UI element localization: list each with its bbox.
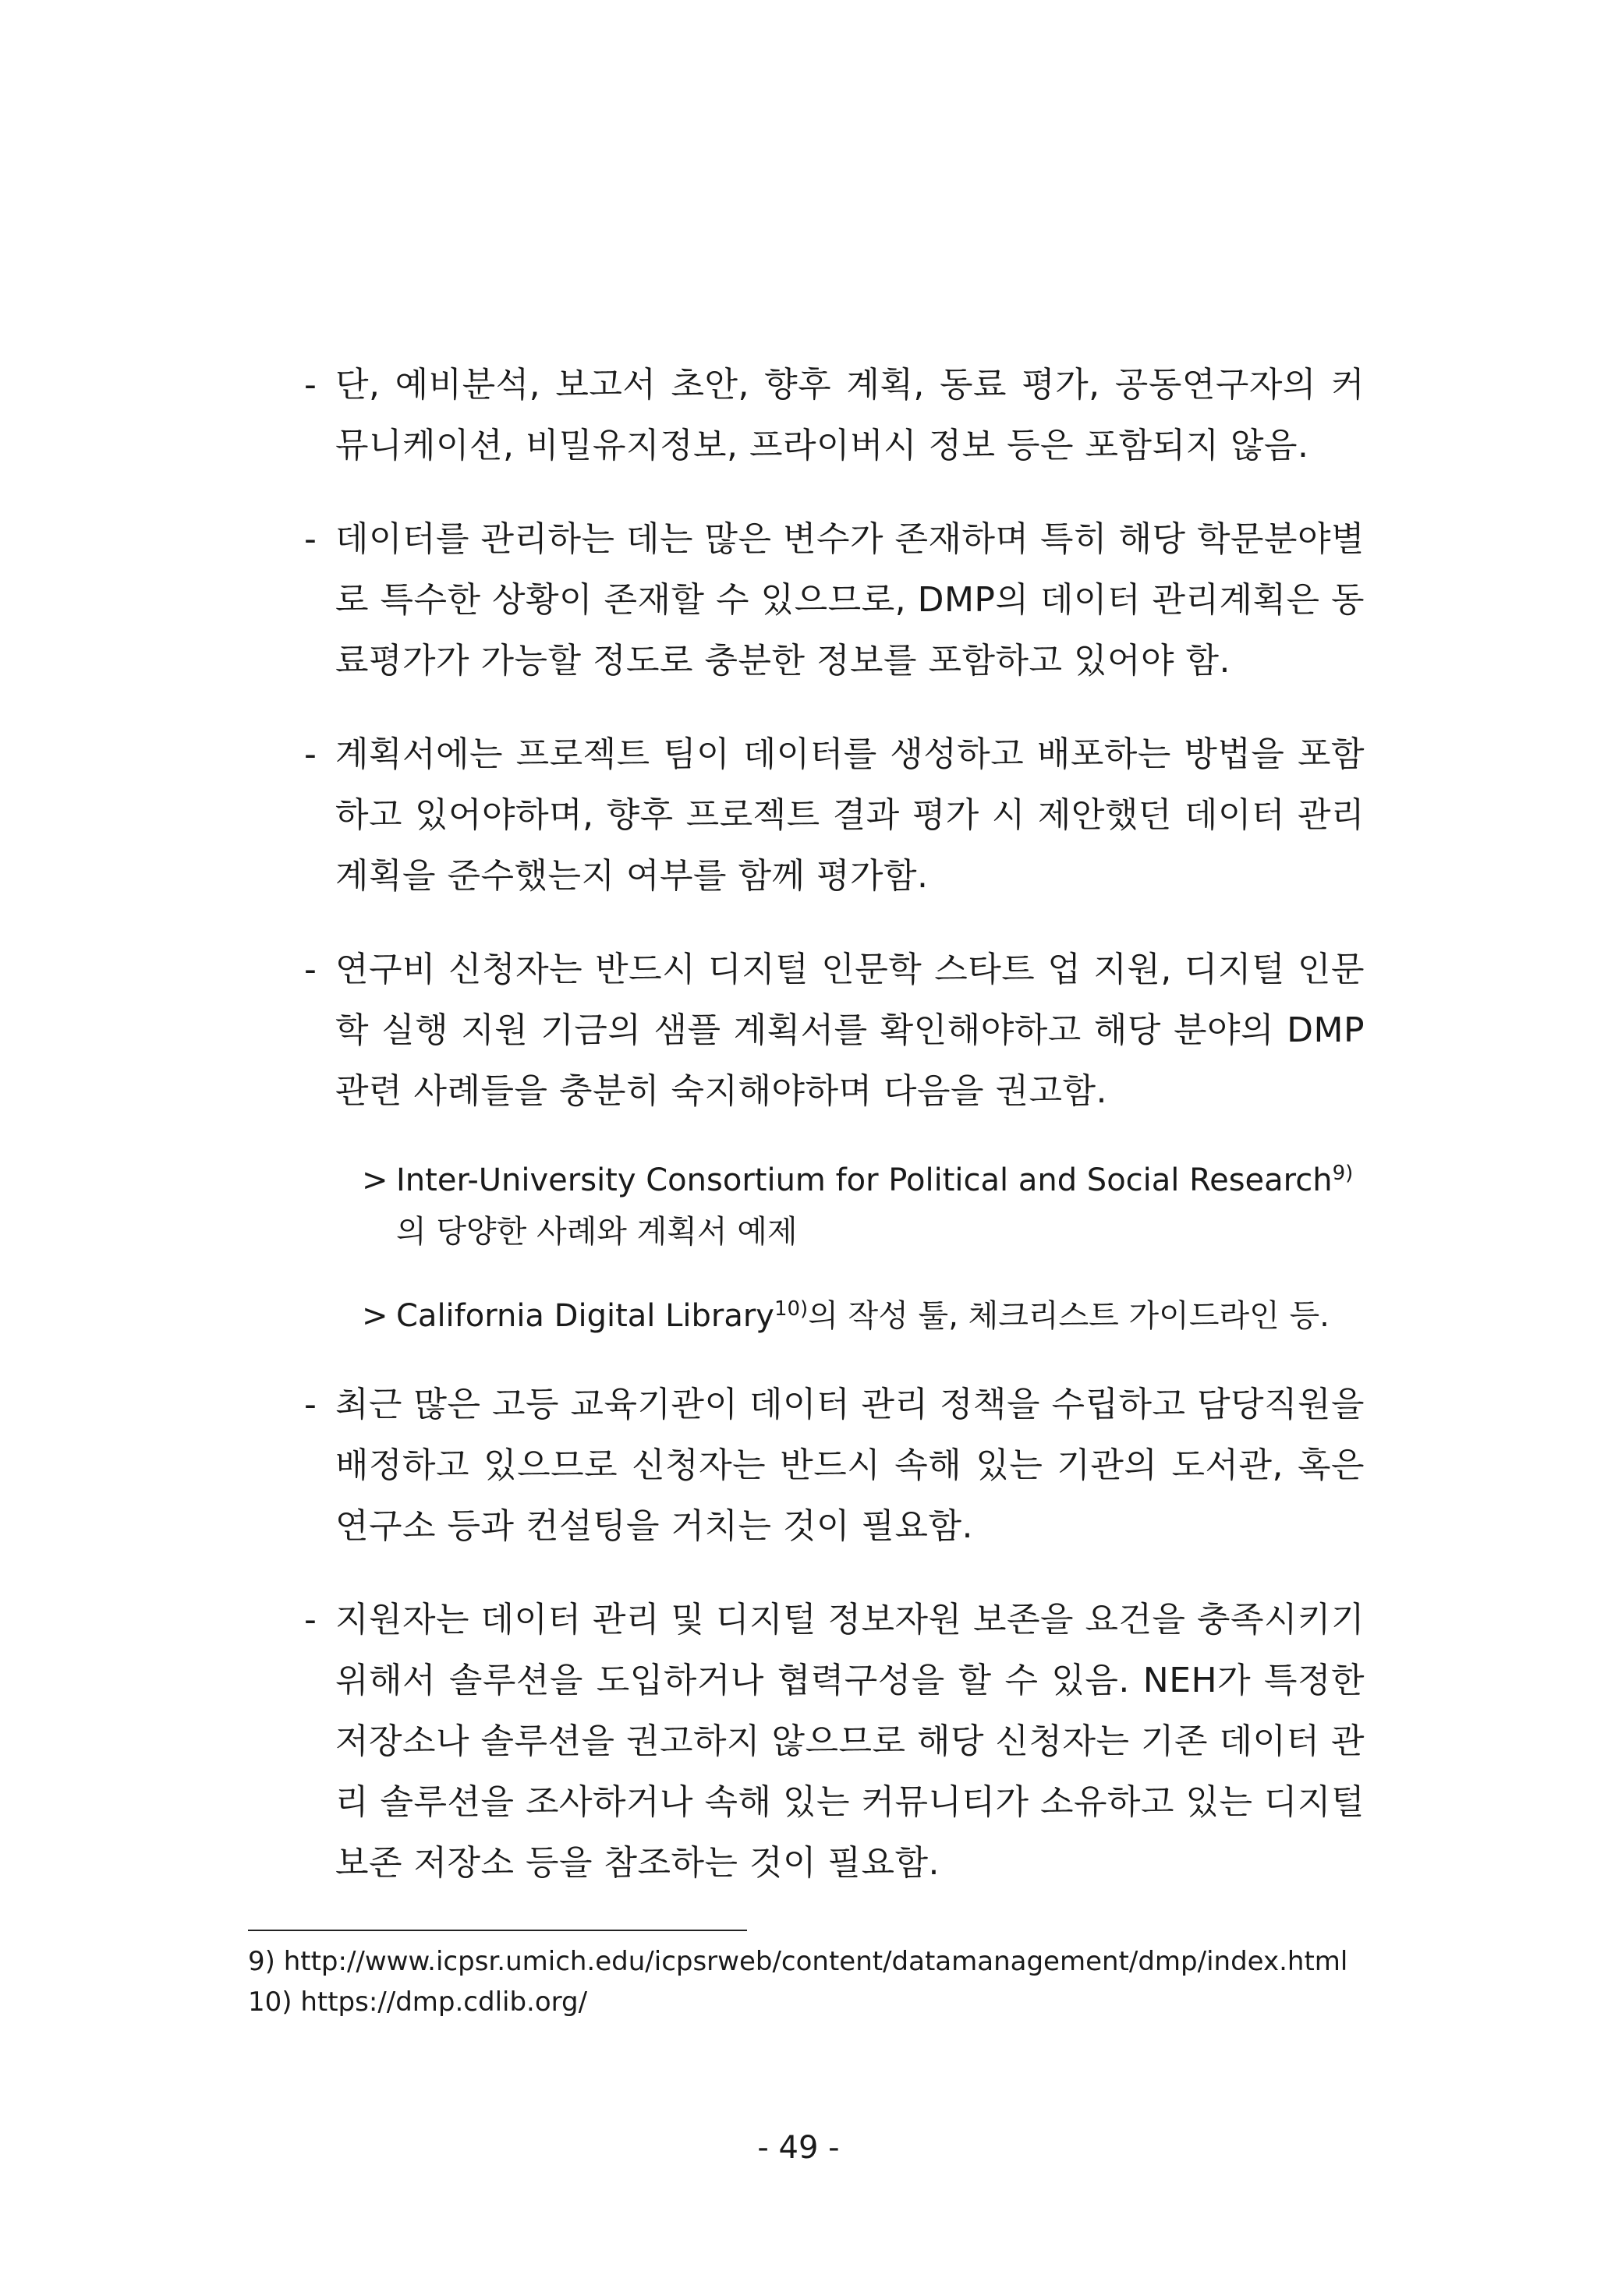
sub-item-icpsr <box>335 1155 1365 1258</box>
sub-marker: > <box>362 1162 388 1198</box>
footnote-ref-10[interactable]: 10) <box>774 1297 809 1321</box>
footnote-9[interactable]: 9) http://www.icpsr.umich.edu/icpsrweb/content/datamanagement/dmp/index.html <box>248 1946 1348 1977</box>
bullet-text: 데이터를 관리하는 데는 많은 변수가 존재하며 특히 해당 학문분야별로 특수한 상황이 존재할 수 있으므로, DMP의 데이터 관리계획은 동료평가가 가능할 정도로 충분한 정보를 포함하고 있어야 함. <box>335 519 1365 681</box>
footnote-10[interactable]: 10) https://dmp.cdlib.org/ <box>248 1986 588 2018</box>
sub-text-after: 의 당양한 사례와 계획서 예제 <box>396 1214 798 1250</box>
bullet-item-5 <box>304 1374 1365 1557</box>
bullet-dash: - <box>304 365 317 405</box>
sub-text-after: 의 작성 툴, 체크리스트 가이드라인 등. <box>808 1298 1330 1334</box>
bullet-item-4 <box>304 939 1365 1122</box>
bullet-dash: - <box>304 950 317 989</box>
bullet-text: 계획서에는 프로젝트 팀이 데이터를 생성하고 배포하는 방법을 포함하고 있어야하며, 향후 프로젝트 결과 평가 시 제안했던 데이터 관리 계획을 준수했는지 여부를 함께 평가함. <box>335 734 1365 896</box>
footnote-divider <box>248 1930 747 1931</box>
sub-item-cdl <box>335 1290 1365 1342</box>
bullet-text: 단, 예비분석, 보고서 초안, 향후 계획, 동료 평가, 공동연구자의 커뮤니케이션, 비밀유지정보, 프라이버시 정보 등은 포함되지 않음. <box>335 365 1365 465</box>
bullet-item-6 <box>304 1590 1365 1894</box>
bullet-text: 연구비 신청자는 반드시 디지털 인문학 스타트 업 지원, 디지털 인문학 실행 지원 기금의 샘플 계획서를 확인해야하고 해당 분야의 DMP 관련 사례들을 충분히 숙지해야하며 다음을 권고함. <box>335 950 1365 1111</box>
footnote-ref-9[interactable]: 9) <box>1332 1162 1354 1185</box>
footnotes <box>248 1941 1371 2022</box>
bullet-text: 지원자는 데이터 관리 및 디지털 정보자원 보존을 요건을 충족시키기 위해서 솔루션을 도입하거나 협력구성을 할 수 있음. NEH가 특정한 저장소나 솔루션을 권고하지 않으므로 해당 신청자는 기존 데이터 관리 솔루션을 조사하거나 속해 있는 커뮤니티가 소유하고 있는 디지털 보존 저장소 등을 참조하는 것이 필요함. <box>335 1600 1365 1883</box>
page-number: - 49 - <box>757 2130 840 2166</box>
bullet-dash: - <box>304 734 317 774</box>
bullet-text: 최근 많은 고등 교육기관이 데이터 관리 정책을 수립하고 담당직원을 배정하고 있으므로 신청자는 반드시 속해 있는 기관의 도서관, 혹은 연구소 등과 컨설팅을 거치는 것이 필요함. <box>335 1385 1365 1546</box>
bullet-item-3 <box>304 724 1365 907</box>
bullet-dash: - <box>304 1385 317 1424</box>
sub-text-before: Inter-University Consortium for Political and Social Research <box>396 1162 1333 1198</box>
bullet-item-2 <box>304 509 1365 692</box>
sub-text-before: California Digital Library <box>396 1298 774 1334</box>
bullet-dash: - <box>304 1600 317 1640</box>
sub-marker: > <box>362 1298 388 1334</box>
bullet-dash: - <box>304 519 317 559</box>
body-content <box>304 355 1365 1926</box>
bullet-item-1 <box>304 355 1365 476</box>
